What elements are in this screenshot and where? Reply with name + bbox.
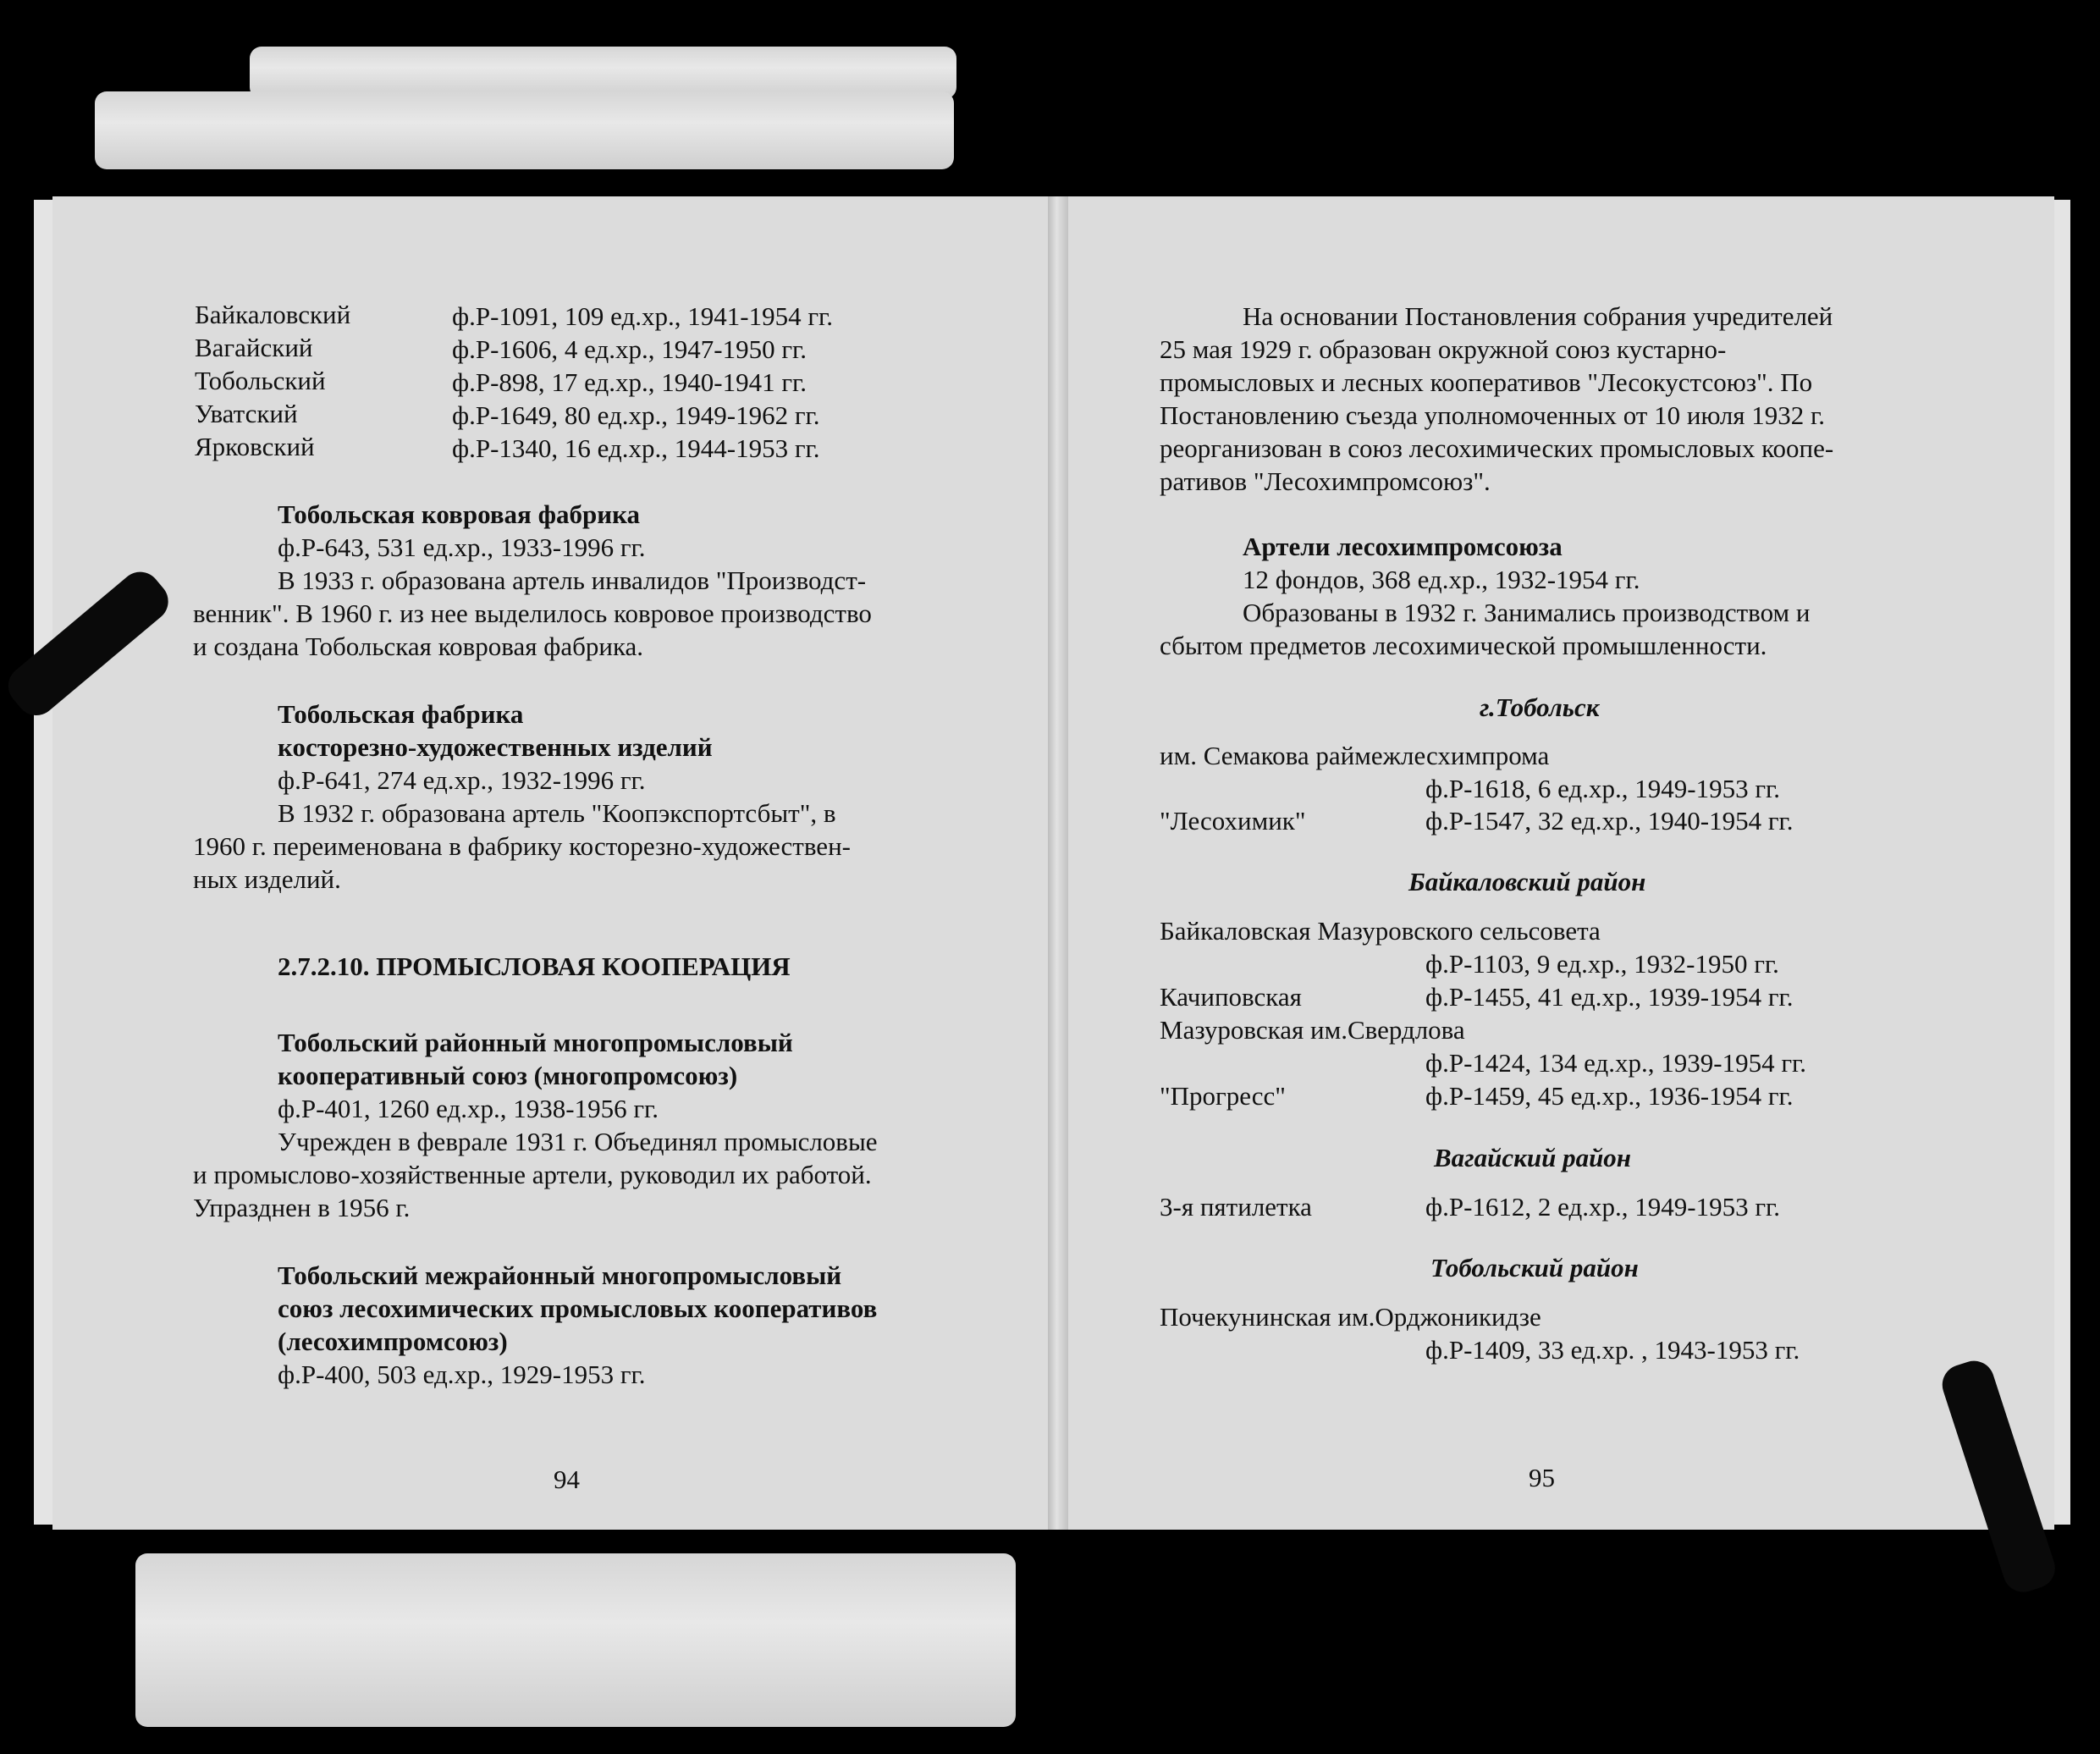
union-fond: ф.Р-401, 1260 ед.хр., 1938-1956 гг. bbox=[278, 1094, 659, 1123]
intro-line: Постановлению съезда уполномоченных от 10 июля 1932 г. bbox=[1160, 400, 1826, 430]
entry-name: Байкаловская Мазуровского сельсовета bbox=[1160, 916, 1601, 946]
artels-text-line: Образованы в 1932 г. Занимались производством и bbox=[1243, 598, 1811, 627]
entry-info: ф.Р-1103, 9 ед.хр., 1932-1950 гг. bbox=[1425, 949, 1779, 979]
bone-factory-text-line: 1960 г. переименована в фабрику косторезно-художествен- bbox=[193, 831, 851, 861]
page-number: 94 bbox=[554, 1464, 580, 1494]
entry-info: ф.Р-1424, 134 ед.хр., 1939-1954 гг. bbox=[1425, 1048, 1807, 1078]
bone-factory-text-line: В 1932 г. образована артель "Коопэкспортсбыт", в bbox=[278, 798, 836, 828]
union-text-line: Учрежден в феврале 1931 г. Объединял промысловые bbox=[278, 1127, 878, 1156]
registry-info: ф.Р-1340, 16 ед.хр., 1944-1953 гг. bbox=[452, 433, 820, 463]
entry-name: им. Семакова раймежлесхимпрома bbox=[1160, 741, 1550, 770]
entry-name: "Лесохимик" bbox=[1160, 806, 1306, 836]
entry-info: ф.Р-1459, 45 ед.хр., 1936-1954 гг. bbox=[1425, 1081, 1794, 1111]
registry-name: Ярковский bbox=[195, 432, 315, 461]
union-text-line: Упразднен в 1956 г. bbox=[193, 1193, 411, 1222]
foam-cushion-top-front bbox=[95, 91, 954, 169]
artels-count: 12 фондов, 368 ед.хр., 1932-1954 гг. bbox=[1243, 565, 1640, 594]
registry-name: Уватский bbox=[195, 399, 298, 428]
intro-line: реорганизован в союз лесохимических промысловых коопе- bbox=[1160, 433, 1834, 463]
artels-text-line: сбытом предметов лесохимической промышленности. bbox=[1160, 631, 1767, 660]
left-page bbox=[52, 196, 1051, 1530]
entry-info: ф.Р-1618, 6 ед.хр., 1949-1953 гг. bbox=[1425, 774, 1781, 803]
interdistrict-title: (лесохимпромсоюз) bbox=[278, 1327, 508, 1356]
heading-tobolsk-district: Тобольский район bbox=[1430, 1253, 1639, 1282]
page-number: 95 bbox=[1529, 1463, 1555, 1492]
bone-factory-fond: ф.Р-641, 274 ед.хр., 1932-1996 гг. bbox=[278, 765, 646, 795]
registry-info: ф.Р-1091, 109 ед.хр., 1941-1954 гг. bbox=[452, 301, 834, 331]
entry-name: Мазуровская им.Свердлова bbox=[1160, 1015, 1465, 1045]
union-title: кооперативный союз (многопромсоюз) bbox=[278, 1061, 738, 1090]
entry-name: Почекунинская им.Орджоникидзе bbox=[1160, 1302, 1541, 1332]
entry-info: ф.Р-1612, 2 ед.хр., 1949-1953 гг. bbox=[1425, 1192, 1781, 1222]
entry-name: "Прогресс" bbox=[1160, 1081, 1286, 1111]
union-title: Тобольский районный многопромысловый bbox=[278, 1028, 793, 1057]
entry-name: 3-я пятилетка bbox=[1160, 1192, 1312, 1222]
carpet-factory-text-line: и создана Тобольская ковровая фабрика. bbox=[193, 632, 644, 661]
intro-line: ративов "Лесохимпромсоюз". bbox=[1160, 466, 1491, 496]
entry-info: ф.Р-1547, 32 ед.хр., 1940-1954 гг. bbox=[1425, 806, 1794, 836]
registry-name: Вагайский bbox=[195, 333, 313, 362]
artels-title: Артели лесохимпромсоюза bbox=[1243, 532, 1563, 561]
registry-name: Байкаловский bbox=[195, 300, 351, 329]
intro-line: промысловых и лесных кооперативов "Лесокустсоюз". По bbox=[1160, 367, 1813, 397]
entry-name: Качиповская bbox=[1160, 982, 1302, 1012]
entry-info: ф.Р-1455, 41 ед.хр., 1939-1954 гг. bbox=[1425, 982, 1794, 1012]
foam-cushion-bottom bbox=[135, 1553, 1016, 1727]
registry-info: ф.Р-898, 17 ед.хр., 1940-1941 гг. bbox=[452, 367, 807, 397]
right-page bbox=[1068, 196, 2054, 1530]
union-text-line: и промыслово-хозяйственные артели, руководил их работой. bbox=[193, 1160, 872, 1189]
carpet-factory-text-line: В 1933 г. образована артель инвалидов "Производст- bbox=[278, 565, 867, 595]
registry-info: ф.Р-1606, 4 ед.хр., 1947-1950 гг. bbox=[452, 334, 807, 364]
heading-vagai: Вагайский район bbox=[1434, 1143, 1632, 1172]
carpet-factory-title: Тобольская ковровая фабрика bbox=[278, 499, 641, 529]
intro-line: 25 мая 1929 г. образован окружной союз кустарно- bbox=[1160, 334, 1727, 364]
carpet-factory-fond: ф.Р-643, 531 ед.хр., 1933-1996 гг. bbox=[278, 532, 646, 562]
heading-tobolsk: г.Тобольск bbox=[1480, 692, 1600, 722]
entry-info: ф.Р-1409, 33 ед.хр. , 1943-1953 гг. bbox=[1425, 1335, 1800, 1365]
carpet-factory-text-line: венник". В 1960 г. из нее выделилось ковровое производство bbox=[193, 598, 872, 628]
bone-factory-text-line: ных изделий. bbox=[193, 864, 341, 894]
book-spine bbox=[1048, 196, 1070, 1530]
intro-line: На основании Постановления собрания учредителей bbox=[1243, 301, 1833, 331]
bone-factory-title: Тобольская фабрика bbox=[278, 699, 524, 729]
registry-info: ф.Р-1649, 80 ед.хр., 1949-1962 гг. bbox=[452, 400, 820, 430]
interdistrict-title: Тобольский межрайонный многопромысловый bbox=[278, 1260, 842, 1290]
interdistrict-fond: ф.Р-400, 503 ед.хр., 1929-1953 гг. bbox=[278, 1360, 646, 1389]
registry-name: Тобольский bbox=[195, 366, 326, 395]
heading-baikalovo: Байкаловский район bbox=[1408, 867, 1646, 896]
interdistrict-title: союз лесохимических промысловых кооперативов bbox=[278, 1293, 878, 1323]
section-heading: 2.7.2.10. ПРОМЫСЛОВАЯ КООПЕРАЦИЯ bbox=[278, 951, 791, 981]
bone-factory-title: косторезно-художественных изделий bbox=[278, 732, 713, 762]
